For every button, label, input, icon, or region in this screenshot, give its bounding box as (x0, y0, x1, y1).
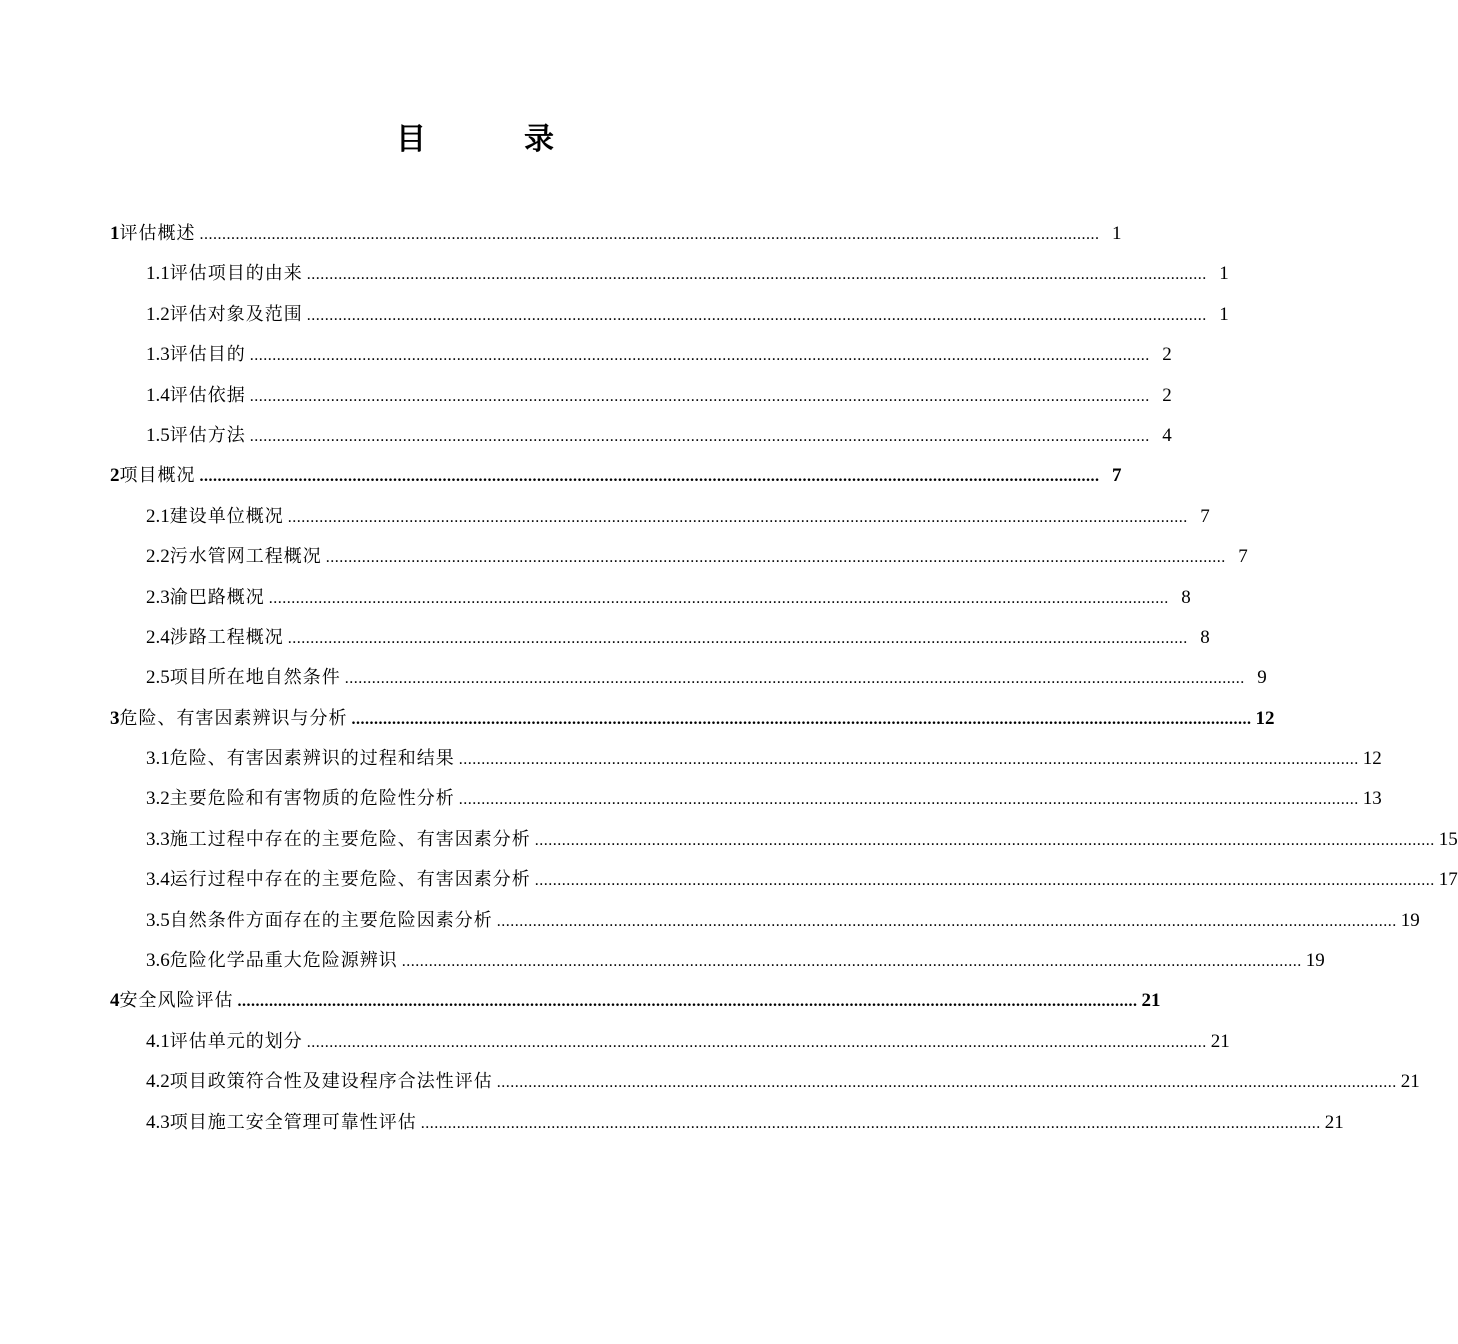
toc-leader (345, 659, 1245, 699)
toc-leader (250, 417, 1150, 457)
toc-entry[interactable] (0, 618, 1210, 658)
toc-leader (459, 780, 1359, 820)
toc-page-number: 13 (1362, 788, 1382, 810)
toc-entry[interactable] (0, 941, 1325, 981)
toc-leader (497, 902, 1397, 942)
toc-entry[interactable] (0, 1062, 1420, 1102)
toc-entry[interactable] (0, 779, 1382, 819)
toc-label: 评估概述 (119, 223, 196, 244)
toc-leader (307, 296, 1207, 336)
toc-entry[interactable] (0, 214, 1122, 254)
toc-leader (200, 457, 1100, 497)
toc-number: 4 (110, 990, 120, 1012)
toc-entry[interactable] (0, 497, 1210, 537)
toc-page-number: 21 (1324, 1111, 1344, 1133)
toc-entry[interactable] (0, 901, 1420, 941)
toc-label: 项目施工安全管理可靠性评估 (169, 1111, 417, 1133)
toc-number: 4.3 (146, 1111, 170, 1133)
toc-leader (535, 861, 1435, 901)
toc-leader (200, 215, 1100, 255)
toc-page-number: 9 (1257, 667, 1267, 689)
toc-number: 4.1 (146, 1030, 170, 1052)
toc-label: 建设单位概况 (169, 505, 284, 527)
toc-page-number: 1 (1219, 263, 1229, 285)
toc-leader (326, 538, 1226, 578)
toc-entry[interactable] (0, 456, 1122, 496)
toc-number: 1.2 (146, 303, 170, 325)
toc-leader (307, 255, 1207, 295)
toc-leader (250, 377, 1150, 417)
toc-number: 3.6 (146, 950, 170, 972)
toc-number: 4.2 (146, 1071, 170, 1093)
toc-label: 安全风险评估 (119, 990, 234, 1012)
toc-leader (288, 498, 1188, 538)
toc-label: 项目政策符合性及建设程序合法性评估 (169, 1071, 493, 1093)
toc-leader (497, 1063, 1397, 1103)
toc-page-number: 1 (1112, 223, 1122, 244)
toc-label: 评估目的 (169, 344, 246, 366)
toc-entry[interactable] (0, 699, 1275, 739)
toc-number: 1 (110, 223, 120, 244)
toc-page-number: 7 (1200, 505, 1210, 527)
toc-label: 渝巴路概况 (169, 586, 265, 608)
toc-number: 3.4 (146, 869, 170, 891)
toc-number: 3.5 (146, 909, 170, 931)
toc-number: 1.4 (146, 384, 170, 406)
toc-number: 2.2 (146, 546, 170, 568)
toc-number: 2.4 (146, 626, 170, 648)
page-title: 目 录 (396, 122, 588, 157)
toc-entry[interactable] (0, 981, 1161, 1021)
toc-page-number: 19 (1400, 909, 1420, 931)
toc-label: 项目概况 (119, 465, 196, 487)
toc-label: 评估单元的划分 (169, 1030, 303, 1052)
toc-number: 3.1 (146, 748, 170, 770)
toc-label: 主要危险和有害物质的危险性分析 (169, 788, 455, 810)
toc-entry[interactable] (0, 335, 1172, 375)
toc-entry[interactable] (0, 254, 1229, 294)
toc-number: 3.3 (146, 828, 170, 850)
toc-label: 危险、有害因素辨识的过程和结果 (169, 748, 455, 770)
toc-label: 危险、有害因素辨识与分析 (119, 707, 348, 729)
toc-leader (459, 740, 1359, 780)
toc-entry[interactable] (0, 658, 1267, 698)
table-of-contents (0, 214, 1458, 1143)
toc-page-number: 21 (1141, 990, 1161, 1012)
toc-label: 运行过程中存在的主要危险、有害因素分析 (169, 869, 531, 891)
toc-number: 3.2 (146, 788, 170, 810)
toc-entry[interactable] (0, 1022, 1230, 1062)
toc-leader (535, 821, 1435, 861)
toc-label: 自然条件方面存在的主要危险因素分析 (169, 909, 493, 931)
toc-leader (402, 942, 1302, 982)
toc-number: 1.3 (146, 344, 170, 366)
toc-page-number: 19 (1305, 950, 1325, 972)
toc-number: 2.1 (146, 505, 170, 527)
toc-page-number: 2 (1162, 384, 1172, 406)
toc-leader (250, 336, 1150, 376)
toc-page-number: 8 (1200, 626, 1210, 648)
toc-entry[interactable] (0, 578, 1191, 618)
toc-entry[interactable] (0, 376, 1172, 416)
toc-entry[interactable] (0, 416, 1172, 456)
toc-page-number: 8 (1181, 586, 1191, 608)
toc-leader (238, 982, 1138, 1022)
toc-label: 评估方法 (169, 424, 246, 446)
toc-number: 2.5 (146, 667, 170, 689)
toc-label: 评估项目的由来 (169, 263, 303, 285)
toc-page-number: 17 (1438, 869, 1458, 891)
toc-leader (352, 700, 1252, 740)
toc-number: 1.1 (146, 263, 170, 285)
toc-label: 涉路工程概况 (169, 626, 284, 648)
toc-number: 1.5 (146, 424, 170, 446)
toc-page-number: 2 (1162, 344, 1172, 366)
toc-leader (421, 1104, 1321, 1144)
toc-page-number: 21 (1400, 1071, 1420, 1093)
toc-page-number: 15 (1438, 828, 1458, 850)
toc-page-number: 4 (1162, 424, 1172, 446)
toc-number: 3 (110, 707, 120, 729)
toc-label: 施工过程中存在的主要危险、有害因素分析 (169, 828, 531, 850)
toc-label: 污水管网工程概况 (169, 546, 322, 568)
toc-page-number: 1 (1219, 303, 1229, 325)
toc-number: 2.3 (146, 586, 170, 608)
toc-leader (269, 579, 1169, 619)
toc-page-number: 12 (1362, 748, 1382, 770)
toc-number: 2 (110, 465, 120, 487)
toc-leader (307, 1023, 1207, 1063)
toc-label: 评估对象及范围 (169, 303, 303, 325)
toc-entry[interactable] (0, 537, 1248, 577)
toc-page-number: 7 (1238, 546, 1248, 568)
toc-page-number: 21 (1210, 1030, 1230, 1052)
toc-entry[interactable] (0, 1103, 1344, 1143)
toc-leader (288, 619, 1188, 659)
toc-label: 评估依据 (169, 384, 246, 406)
toc-entry[interactable] (0, 860, 1458, 900)
toc-entry[interactable] (0, 295, 1229, 335)
toc-label: 项目所在地自然条件 (169, 667, 341, 689)
toc-label: 危险化学品重大危险源辨识 (169, 950, 398, 972)
toc-page-number: 12 (1255, 707, 1275, 729)
toc-entry[interactable] (0, 739, 1382, 779)
toc-entry[interactable] (0, 820, 1458, 860)
toc-page-number: 7 (1112, 465, 1122, 487)
